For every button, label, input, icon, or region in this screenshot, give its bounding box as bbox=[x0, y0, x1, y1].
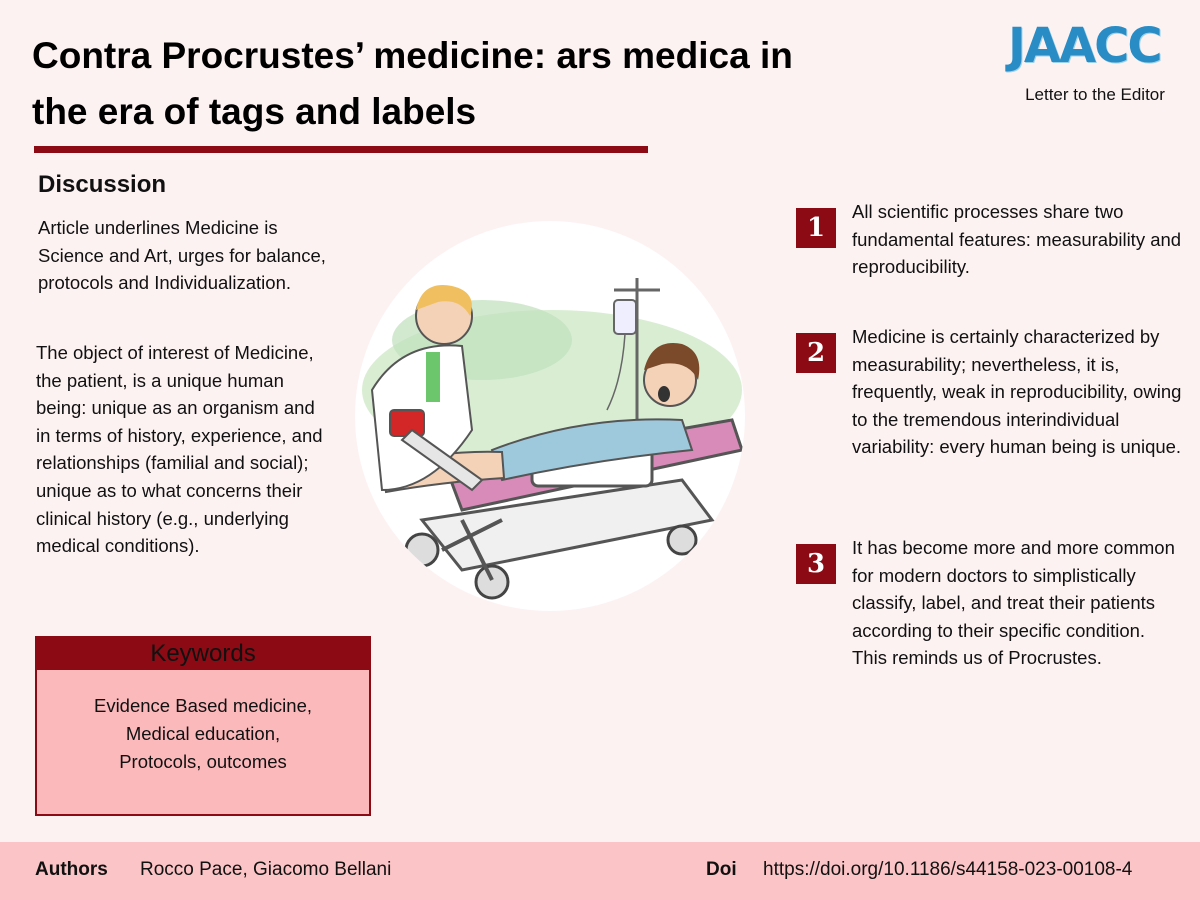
authors-label: Authors bbox=[35, 859, 108, 880]
discussion-heading: Discussion bbox=[38, 171, 167, 198]
discussion-paragraph-1: Article underlines Medicine is Science and Art, urges for balance, protocols and Individualization. bbox=[38, 217, 326, 294]
doi-label: Doi bbox=[706, 859, 737, 880]
footer-bar bbox=[0, 842, 1200, 900]
article-type-label: Letter to the Editor bbox=[1025, 85, 1165, 104]
keyword-line-2: Medical education, bbox=[125, 723, 281, 744]
authors-names: Rocco Pace, Giacomo Bellani bbox=[140, 859, 392, 880]
doi-link[interactable]: https://doi.org/10.1186/s44158-023-00108-4 bbox=[763, 859, 1133, 880]
page-title bbox=[32, 28, 932, 140]
title-line-1: Contra Procrustes’ medicine: ars medica in bbox=[32, 35, 793, 76]
keywords-box bbox=[35, 636, 371, 816]
point-2-number-badge: 2 bbox=[796, 333, 836, 373]
point-3-text: It has become more and more common for modern doctors to simplistically classify, label, and treat their patients according to their specific condition. This reminds us of Procrustes. bbox=[852, 537, 1175, 669]
discussion-paragraph-2: The object of interest of Medicine, the patient, is a unique human being: unique as an organism and in terms of history, experience, and relationships (familial and social); unique as to what concerns their clinical history (e.g., underlying medical conditions). bbox=[36, 342, 323, 557]
keywords-list bbox=[37, 670, 369, 776]
point-3-number-badge: 3 bbox=[796, 544, 836, 584]
keyword-line-3: Protocols, outcomes bbox=[119, 751, 287, 772]
point-1-text: All scientific processes share two fundamental features: measurability and reproducibility. bbox=[852, 201, 1182, 278]
title-line-2: the era of tags and labels bbox=[32, 91, 477, 132]
keywords-heading: Keywords bbox=[37, 638, 369, 670]
title-divider bbox=[34, 146, 648, 153]
point-2-text: Medicine is certainly characterized by measurability; nevertheless, it is, frequently, weak in reproducibility, owing to the tremendous interindividual variability: every human being is unique. bbox=[852, 326, 1182, 458]
journal-logo-text: JAACC bbox=[1008, 18, 1161, 74]
keyword-line-1: Evidence Based medicine, bbox=[93, 695, 313, 716]
doctor-saw-patient-illustration-icon bbox=[352, 220, 748, 612]
journal-logo bbox=[1008, 18, 1178, 74]
point-1-number-badge: 1 bbox=[796, 208, 836, 248]
